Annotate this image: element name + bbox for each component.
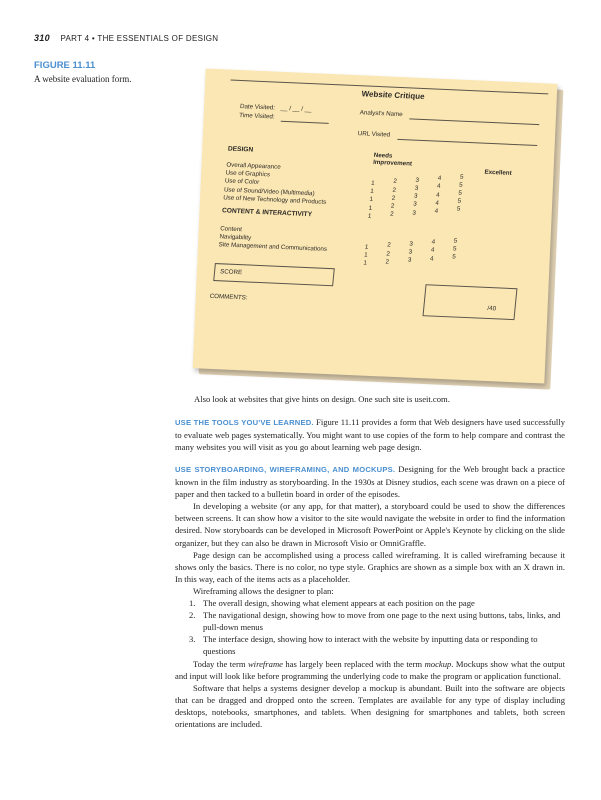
rating-value[interactable]: 2 <box>386 241 391 250</box>
storyboard-paragraph: In developing a website (or any app, for that matter), a storyboard could be used to show the differences between screens. It can show how a visitor to the site would navigate the website in order to find the information desired. Now storyboards can be developed in Microsoft PowerPoint or Apple's Keynote by clicking on the slide organizer, but they can also be drawn in Microsoft Visio or OmniGraffle. <box>175 501 565 548</box>
rating-value[interactable]: 4 <box>430 246 435 254</box>
list-item <box>175 609 565 633</box>
comments-label: COMMENTS: <box>209 292 248 302</box>
rating-value[interactable]: 3 <box>412 209 417 217</box>
mockup-text-2: has largely been replaced with the term <box>282 658 425 669</box>
date-visited-value: __ / __ / __ <box>280 104 312 114</box>
url-visited-line <box>397 139 537 146</box>
rating-value[interactable]: 1 <box>368 204 373 212</box>
rating-value[interactable]: 4 <box>434 207 439 215</box>
form-title: Website Critique <box>361 89 426 102</box>
running-header <box>34 33 574 43</box>
content-ratings <box>363 237 505 275</box>
rating-value[interactable]: 4 <box>431 238 436 246</box>
form-row-label: Use of Color <box>224 177 260 187</box>
analyst-name-line <box>409 118 539 125</box>
rating-value[interactable]: 5 <box>452 245 457 253</box>
rating-value[interactable]: 5 <box>456 205 461 214</box>
excellent-label: Excellent <box>484 168 512 177</box>
plan-list <box>175 597 565 657</box>
mockup-text-3: . Mockups show what the output and input will look like before programming the underlying code to make the program or application functional. <box>175 658 565 681</box>
rating-value[interactable]: 5 <box>453 237 458 245</box>
rating-value[interactable]: 1 <box>369 187 375 196</box>
rating-value[interactable]: 3 <box>412 201 417 209</box>
software-paragraph: Software that helps a systems designer develop a mockup is abundant. Built into the software are objects that can be dragged and dropped onto the screen. Templates are available for any type of display including desktops, notebooks, smartphones, and tablets. When designing for smartphones and tablets, both screen orientations are included. <box>175 682 565 729</box>
rating-value[interactable]: 2 <box>389 210 394 218</box>
rating-value[interactable]: 4 <box>435 191 440 199</box>
form-row-label: Overall Appearance <box>226 161 282 171</box>
storyboarding-body: Designing for the Web brought back a practice known in the film industry as storyboarding. In the 1930s at Disney studios, each scene was drawn on a piece of paper and then tacked to a bulletin board in order of the episodes. <box>175 464 565 500</box>
website-critique-form <box>193 68 558 383</box>
rating-value[interactable]: 5 <box>451 253 457 261</box>
rating-value[interactable]: 3 <box>407 256 412 264</box>
design-section-title: DESIGN <box>227 145 254 154</box>
rating-value[interactable]: 2 <box>390 202 395 210</box>
rating-value[interactable]: 3 <box>408 248 413 256</box>
mockup-paragraph <box>175 658 565 682</box>
form-row-label: Use of New Technology and Products <box>222 194 327 206</box>
tools-paragraph <box>175 416 565 453</box>
rating-value[interactable]: 2 <box>386 250 391 258</box>
mockup-text-1: Today the term <box>193 658 248 669</box>
list-text: The overall design, showing what element appears at each position on the page <box>203 598 475 609</box>
url-visited-label: URL Visited <box>357 130 391 139</box>
list-text: The navigational design, showing how to move from one page to the next using buttons, tabs, links, and pull-down menus <box>203 610 561 633</box>
tools-heading: USE THE TOOLS YOU'VE LEARNED. <box>175 418 314 427</box>
time-visited-line <box>281 121 329 124</box>
list-number: 1. <box>189 598 196 609</box>
date-visited-text: Date Visited: <box>239 103 276 112</box>
rating-value[interactable]: 4 <box>435 199 440 207</box>
rating-value[interactable]: 2 <box>392 178 398 186</box>
rating-value[interactable]: 2 <box>385 258 390 266</box>
form-row-label: Site Management and Communications <box>218 241 328 254</box>
figure-caption: A website evaluation form. <box>34 74 132 84</box>
rating-value[interactable]: 3 <box>413 192 418 200</box>
analyst-name-label: Analyst's Name <box>359 109 403 119</box>
storyboarding-heading: USE STORYBOARDING, WIREFRAMING, AND MOCKUPS. <box>175 465 396 474</box>
tools-body: Figure 11.11 provides a form that Web designers have used successfully to evaluate web pages systematically. You might want to use copies of the form to help compare and contrast the many websites you will visit as you go about learning web page design. <box>175 417 565 453</box>
list-item <box>175 597 565 609</box>
score-label: SCORE <box>219 268 243 277</box>
rating-value[interactable]: 1 <box>363 259 368 268</box>
rating-value[interactable]: 4 <box>436 183 441 191</box>
form-row-label: Use of Sound/Video (Multimedia) <box>223 186 315 197</box>
content-rows <box>218 225 329 254</box>
rating-value[interactable]: 5 <box>458 181 464 189</box>
rating-value[interactable]: 4 <box>429 255 434 263</box>
form-row-label: Navigability <box>219 233 252 242</box>
list-number: 3. <box>189 634 196 645</box>
rating-value[interactable]: 1 <box>363 251 368 259</box>
needs-improvement-label: Needs Improvement <box>372 151 413 168</box>
rating-value[interactable]: 1 <box>364 243 369 251</box>
mockup-term-mockup: mockup <box>424 658 452 669</box>
wireframe-paragraph: Page design can be accomplished using a process called wireframing. It is called wireframing because it shows only the basics. There is no color, no type style. Graphics are shown as a simple box with an X drawn in. In this way, each of the items acts as a placeholder. <box>175 549 565 584</box>
time-visited-label: Time Visited: <box>238 111 275 121</box>
lead-sentence: Also look at websites that give hints on design. One such site is useit.com. <box>194 394 450 404</box>
list-text: The interface design, showing how to interact with the website by inputting data or responding to questions <box>203 634 538 657</box>
score-total: /40 <box>487 304 497 313</box>
rating-value[interactable]: 5 <box>458 189 463 197</box>
page-number: 310 <box>34 33 50 43</box>
storyboard-section <box>175 463 565 730</box>
rating-value[interactable]: 2 <box>392 186 397 194</box>
total-score-box <box>423 284 518 320</box>
rating-value[interactable]: 5 <box>457 197 462 205</box>
figure-label: FIGURE 11.11 <box>34 60 96 71</box>
rating-value[interactable]: 5 <box>459 173 464 181</box>
rating-value[interactable]: 3 <box>409 240 414 248</box>
rating-value[interactable]: 1 <box>369 196 374 204</box>
rating-value[interactable]: 3 <box>414 184 419 192</box>
rating-value[interactable]: 1 <box>370 179 375 187</box>
form-row-label: Use of Graphics <box>225 169 271 179</box>
mockup-term-wireframe: wireframe <box>247 658 283 669</box>
design-rows <box>223 161 330 206</box>
list-item <box>175 633 565 657</box>
design-ratings <box>367 173 511 227</box>
allows-paragraph: Wireframing allows the designer to plan: <box>193 585 334 596</box>
rating-value[interactable]: 3 <box>415 176 420 184</box>
list-number: 2. <box>189 610 196 621</box>
rating-value[interactable]: 4 <box>437 174 442 183</box>
content-section-title: CONTENT & INTERACTIVITY <box>221 207 313 219</box>
running-head: PART 4 • THE ESSENTIALS OF DESIGN <box>60 34 219 43</box>
form-row-label: Content <box>219 225 243 234</box>
rating-value[interactable]: 2 <box>391 194 396 202</box>
rating-value[interactable]: 1 <box>367 212 372 220</box>
